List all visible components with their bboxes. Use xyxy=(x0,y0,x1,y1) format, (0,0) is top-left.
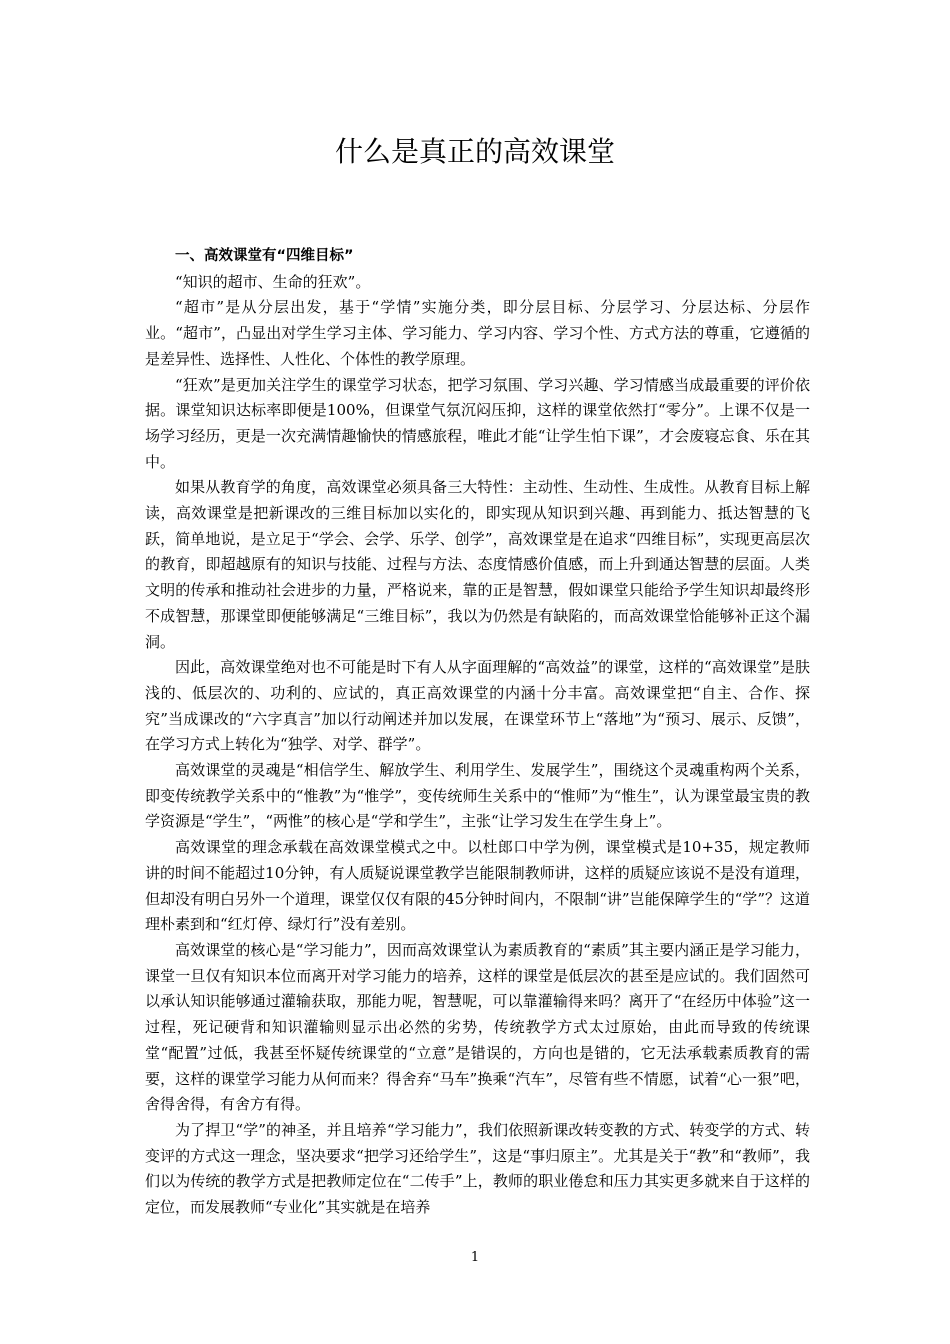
paragraph: 高效课堂的理念承载在高效课堂模式之中。以杜郎口中学为例，课堂模式是10+35，规定教师讲的时间不能超过10分钟，有人质疑说课堂教学岂能限制教师讲，这样的质疑应该说不是没有道理，但却没有明白另外一个道理，课堂仅仅有限的45分钟时间内，不限制“讲”岂能保障学生的“学”？这道理朴素到和“红灯停、绿灯行”没有差别。 xyxy=(145,838,810,934)
page-number: 1 xyxy=(470,1250,480,1265)
paragraph: “超市”是从分层出发，基于“学情”实施分类，即分层目标、分层学习、分层达标、分层作业。“超市”，凸显出对学生学习主体、学习能力、学习内容、学习个性、方式方法的尊重，它遵循的是差异性、选择性、人性化、个体性的教学原理。 xyxy=(145,298,810,368)
document-title: 什么是真正的高效课堂 xyxy=(334,135,615,168)
paragraph: 如果从教育学的角度，高效课堂必须具备三大特性：主动性、生动性、生成性。从教育目标上解读，高效课堂是把新课改的三维目标加以实化的，即实现从知识到兴趣、再到能力、抵达智慧的飞跃，简单地说，是立足于“学会、会学、乐学、创学”，高效课堂是在追求“四维目标”，实现更高层次的教育，即超越原有的知识与技能、过程与方法、态度情感价值感，而上升到通达智慧的层面。人类文明的传承和推动社会进步的力量，严格说来，靠的正是智慧，假如课堂只能给予学生知识却最终形不成智慧，那课堂即便能够满足“三维目标”，我以为仍然是有缺陷的，而高效课堂恰能够补正这个漏洞。 xyxy=(145,478,810,651)
section-heading: 一、高效课堂有“四维目标” xyxy=(175,248,354,264)
paragraph: 为了捍卫“学”的神圣，并且培养“学习能力”，我们依照新课改转变教的方式、转变学的方式、转变评的方式这一理念，坚决要求“把学习还给学生”，这是“事归原主”。尤其是关于“教”和“教师”，我们以为传统的教学方式是把教师定位在“二传手”上，教师的职业倦怠和压力其实更多就来自于这样的定位，而发展教师“专业化”其实就是在培养 xyxy=(145,1120,810,1217)
paragraph: 高效课堂的灵魂是“相信学生、解放学生、利用学生、发展学生”，围绕这个灵魂重构两个关系，即变传统教学关系中的“惟教”为“惟学”，变传统师生关系中的“惟师”为“惟生”，认为课堂最宝贵的教学资源是“学生”，“两惟”的核心是“学和学生”，主张“让学习发生在学生身上”。 xyxy=(145,761,810,831)
document-body xyxy=(145,244,810,1221)
paragraph: 高效课堂的核心是“学习能力”，因而高效课堂认为素质教育的“素质”其主要内涵正是学习能力，课堂一旦仅有知识本位而离开对学习能力的培养，这样的课堂是低层次的甚至是应试的。我们固然可以承认知识能够通过灌输获取，那能力呢，智慧呢，可以靠灌输得来吗？离开了“在经历中体验”这一过程，死记硬背和知识灌输则显示出必然的劣势，传统教学方式太过原始，由此而导致的传统课堂“配置”过低，我甚至怀疑传统课堂的“立意”是错误的，方向也是错的，它无法承载素质教育的需要，这样的课堂学习能力从何而来？得舍弃“马车”换乘“汽车”，尽管有些不情愿，试着“心一狠”吧，舍得舍得，有舍方有得。 xyxy=(145,940,810,1114)
paragraph: 因此，高效课堂绝对也不可能是时下有人从字面理解的“高效益”的课堂，这样的“高效课堂”是肤浅的、低层次的、功利的、应试的，真正高效课堂的内涵十分丰富。高效课堂把“自主、合作、探究”当成课改的“六字真言”加以行动阐述并加以发展，在课堂环节上“落地”为“预习、展示、反馈”，在学习方式上转化为“独学、对学、群学”。 xyxy=(145,658,810,754)
paragraph: “知识的超市、生命的狂欢”。 xyxy=(175,272,371,291)
paragraph: “狂欢”是更加关注学生的课堂学习状态，把学习氛围、学习兴趣、学习情感当成最重要的评价依据。课堂知识达标率即便是100%，但课堂气氛沉闷压抑，这样的课堂依然打“零分”。上课不仅是一场学习经历，更是一次充满情趣愉快的情感旅程，唯此才能“让学生怕下课”，才会废寝忘食、乐在其中。 xyxy=(145,375,810,471)
